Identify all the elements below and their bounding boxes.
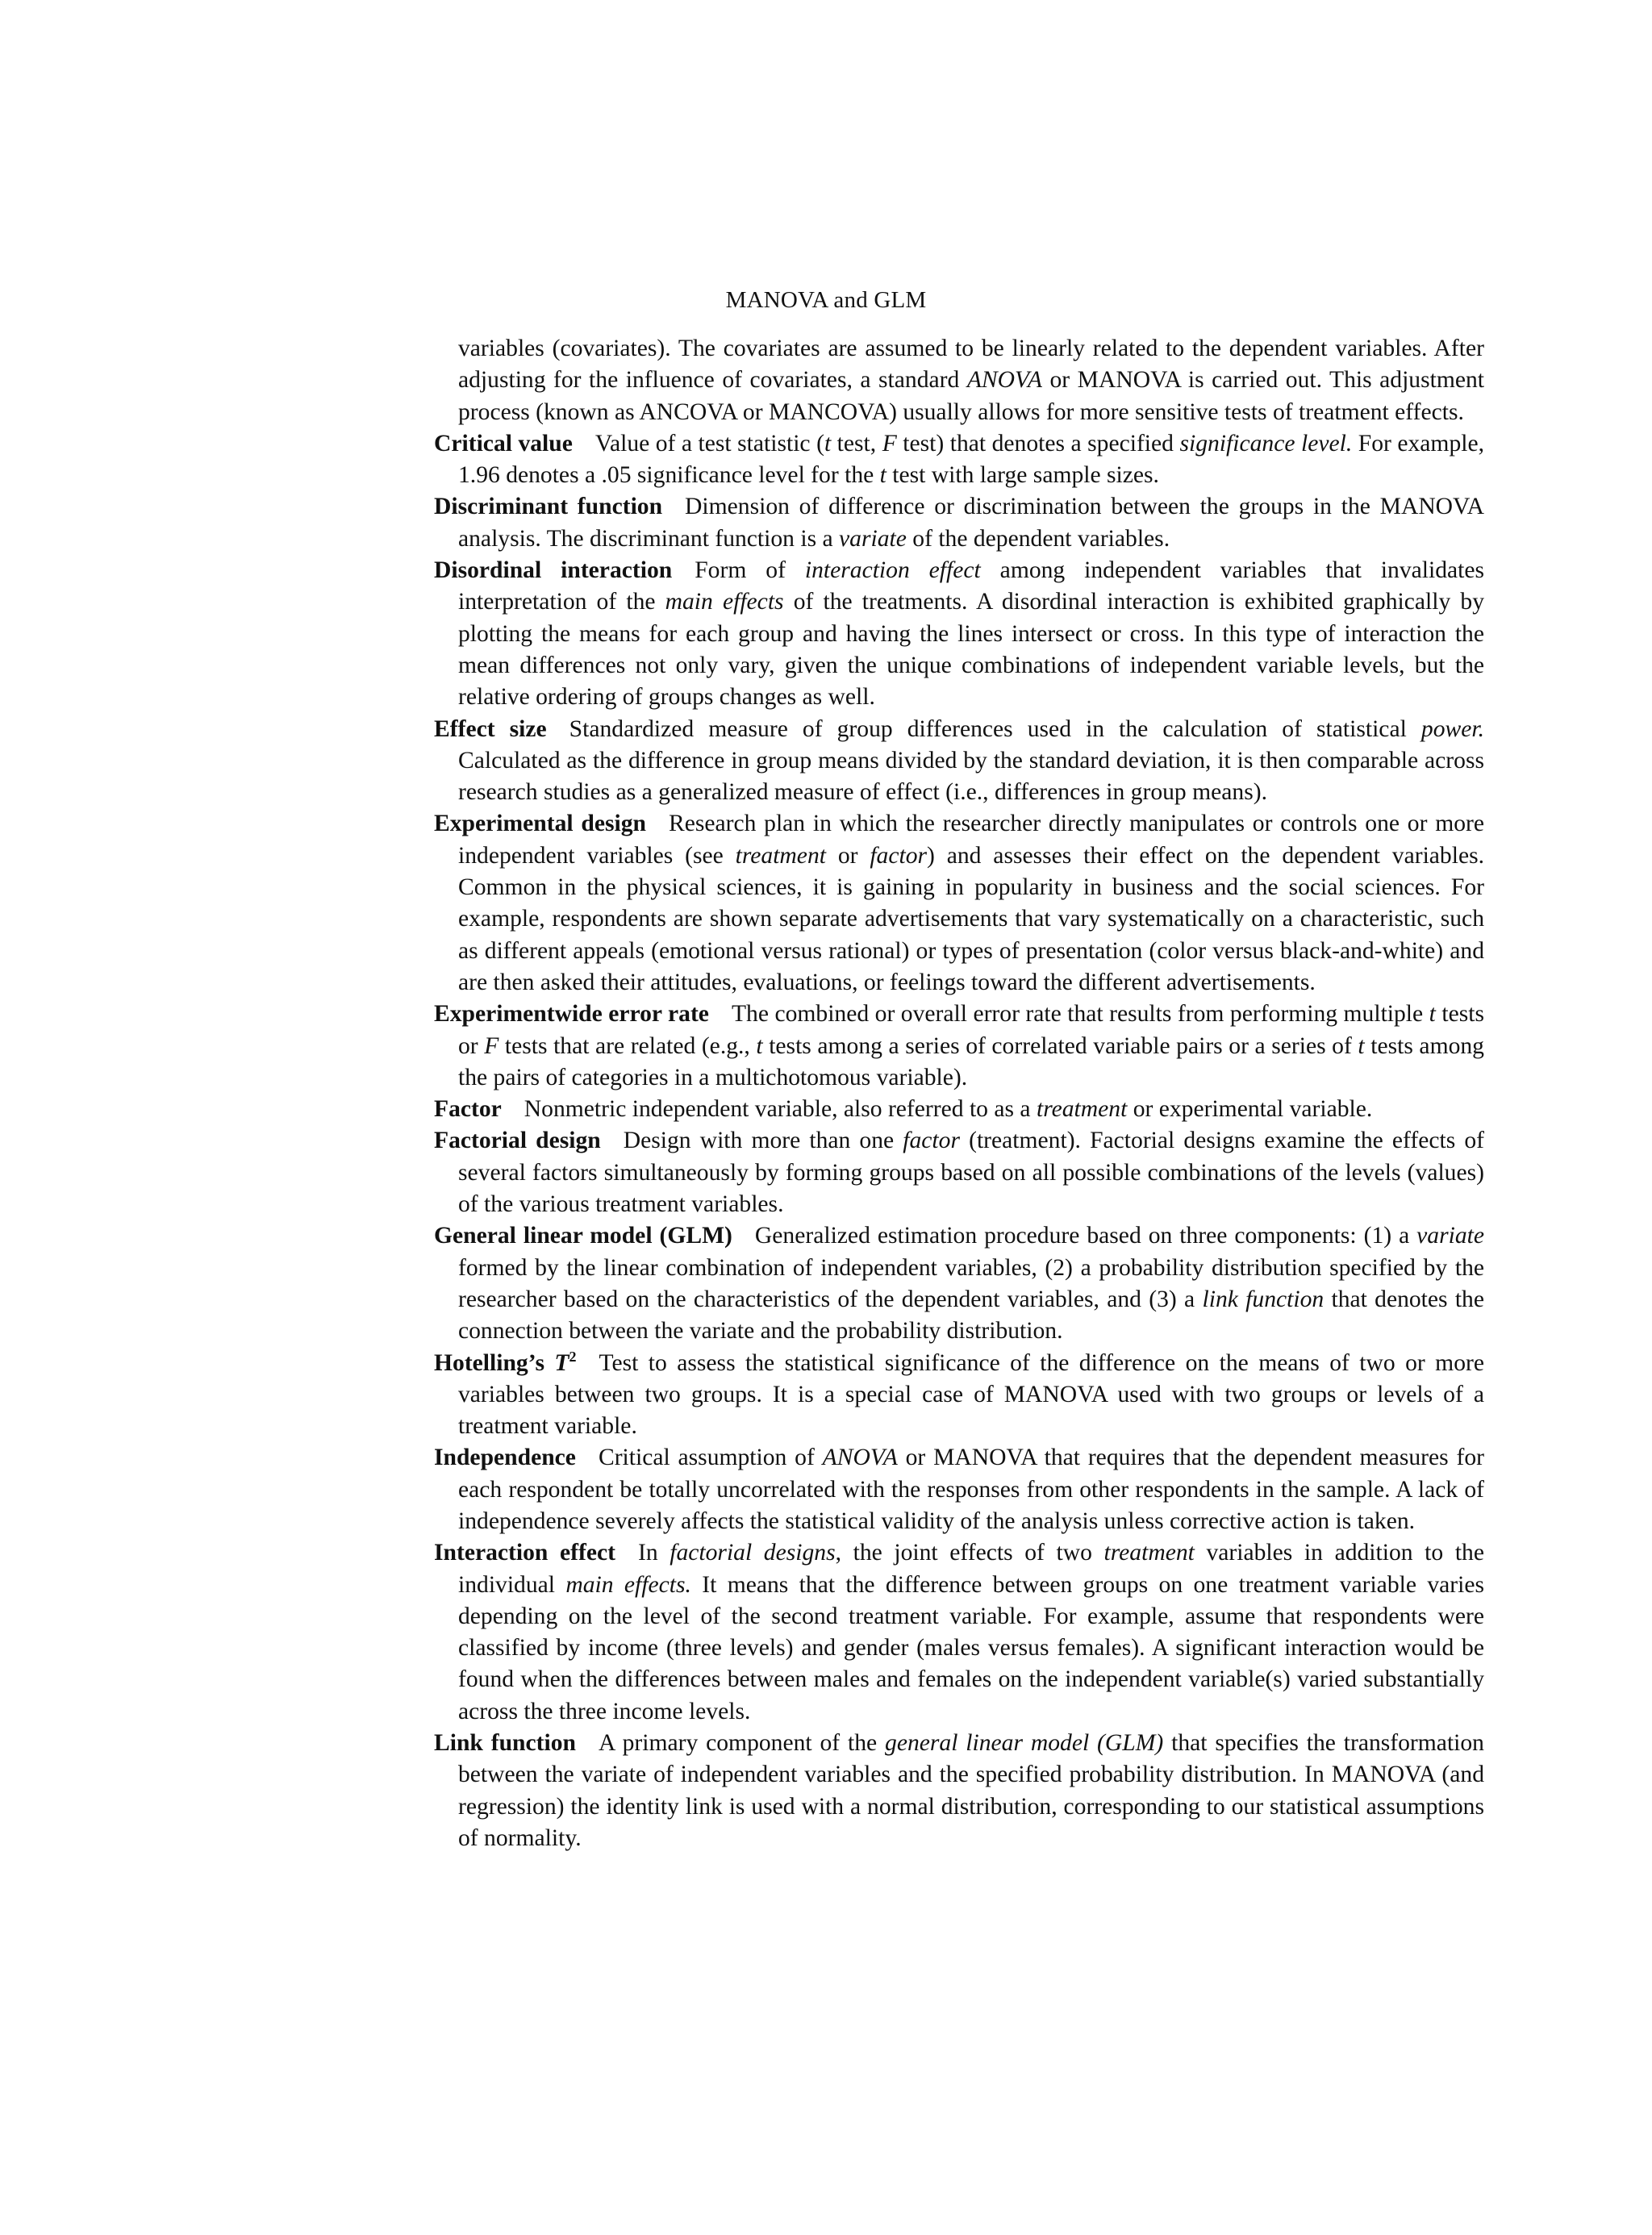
glossary-body [434, 333, 1484, 1854]
glossary-entry-link-function: Link function A primary component of the general linear model (GLM) that specifies the transformation between the variate of independent variables and the specified probability distribution. In MANOVA (and regression) the identity link is used with a normal distribution, corresponding to our statistical assumptions of normality. [434, 1730, 1484, 1851]
glossary-entry-general-linear-model: General linear model (GLM) Generalized estimation procedure based on three components: (1) a variate formed by the linear combination of independent variables, (2) a probability distribution specified by the researcher based on the characteristics of the dependent variables, and (3) a link function that denotes the connection between the variate and the probability distribution. [434, 1223, 1484, 1345]
glossary-entry-disordinal-interaction: Disordinal interaction Form of interaction effect among independent variables that invalidates interpretation of the main effects of the treatments. A disordinal interaction is exhibited graphically by plotting the means for each group and having the lines intersect or cross. In this type of interaction the mean differences not only vary, given the unique combinations of independent variable levels, but the relative ordering of groups changes as well. [434, 557, 1485, 711]
glossary-term: Factor [434, 1096, 502, 1123]
glossary-term: Effect size [434, 715, 547, 742]
glossary-entry-effect-size: Effect size Standardized measure of group differences used in the calculation of statistical power. Calculated as the difference in group means divided by the standard deviation, it is then comparable across research studies as a generalized measure of effect (i.e., differences in group means). [434, 715, 1484, 806]
glossary-entry-hotellings-t2: Hotelling’s $T^2$ Test to assess the statistical significance of the difference on the means of two or more variables between two groups. It is a special case of MANOVA used with two groups or levels of a treatment variable. [434, 1348, 1484, 1440]
glossary-term: Hotelling’s $T^2$ [434, 1348, 577, 1376]
glossary-term: Experimental design [434, 811, 646, 837]
running-title: MANOVA and GLM [725, 287, 927, 313]
glossary-term: Interaction effect [434, 1540, 615, 1566]
glossary-term: Discriminant function [434, 494, 663, 520]
glossary-term: Experimentwide error rate [434, 1001, 709, 1028]
glossary-entry-independence: Independence Critical assumption of ANOVA or MANOVA that requires that the dependent measures for each respondent be totally uncorrelated with the responses from other respondents in the sample. A lack of independence severely affects the statistical validity of the analysis unless corrective action is taken. [434, 1445, 1484, 1534]
glossary-entry-factorial-design: Factorial design Design with more than one factor (treatment). Factorial designs examine the effects of several factors simultaneously by forming groups based on all possible combinations of the levels (values) of the various treatment variables. [434, 1128, 1484, 1218]
glossary-entry-interaction-effect: Interaction effect In factorial designs, the joint effects of two treatment variables in addition to the individual main effects. It means that the difference between groups on one treatment variable varies depending on the level of the second treatment variable. For example, assume that respondents were classified by income (three levels) and gender (males versus females). A significant interaction would be found when the differences between males and females on the independent variable(s) varied substantially across the three income levels. [434, 1540, 1484, 1724]
glossary-entry-experimental-design: Experimental design Research plan in which the researcher directly manipulates or controls one or more independent variables (see treatment or factor) and assesses their effect on the dependent variables. Common in the physical sciences, it is gaining in popularity in business and the social sciences. For example, respondents are shown separate advertisements that vary systematically on a characteristic, such as different appeals (emotional versus rational) or types of presentation (color versus black-and-white) and are then asked their attitudes, evaluations, or feelings toward the different advertisements. [434, 811, 1485, 995]
glossary-term: Critical value [434, 430, 573, 457]
glossary-entry-discriminant-function: Discriminant function Dimension of difference or discrimination between the groups in the MANOVA analysis. The discriminant function is a variate of the dependent variables. [434, 494, 1484, 552]
glossary-term: Independence [434, 1445, 576, 1471]
glossary-entry-experimentwide-error-rate: Experimentwide error rate The combined or overall error rate that results from performing multiple t tests or F tests that are related (e.g., t tests among a series of correlated variable pairs or a series of t tests among the pairs of categories in a multichotomous variable). [434, 1001, 1484, 1090]
continued-paragraph: variables (covariates). The covariates are assumed to be linearly related to the dependent variables. After adjusting for the influence of covariates, a standard ANOVA or MANOVA is carried out. This adjustment process (known as ANCOVA or MANCOVA) usually allows for more sensitive tests of treatment effects. [458, 336, 1484, 425]
glossary-entry-critical-value: Critical value Value of a test statistic (t test, F test) that denotes a specified significance level. For example, 1.96 denotes a .05 significance level for the t test with large sample sizes. [434, 430, 1484, 489]
glossary-term: General linear model (GLM) [434, 1223, 732, 1249]
glossary-term: Disordinal interaction [434, 557, 673, 584]
glossary-term: Factorial design [434, 1128, 601, 1154]
glossary-entry-factor: Factor Nonmetric independent variable, also referred to as a treatment or experimental variable. [434, 1096, 1373, 1123]
glossary-term: Link function [434, 1730, 576, 1757]
